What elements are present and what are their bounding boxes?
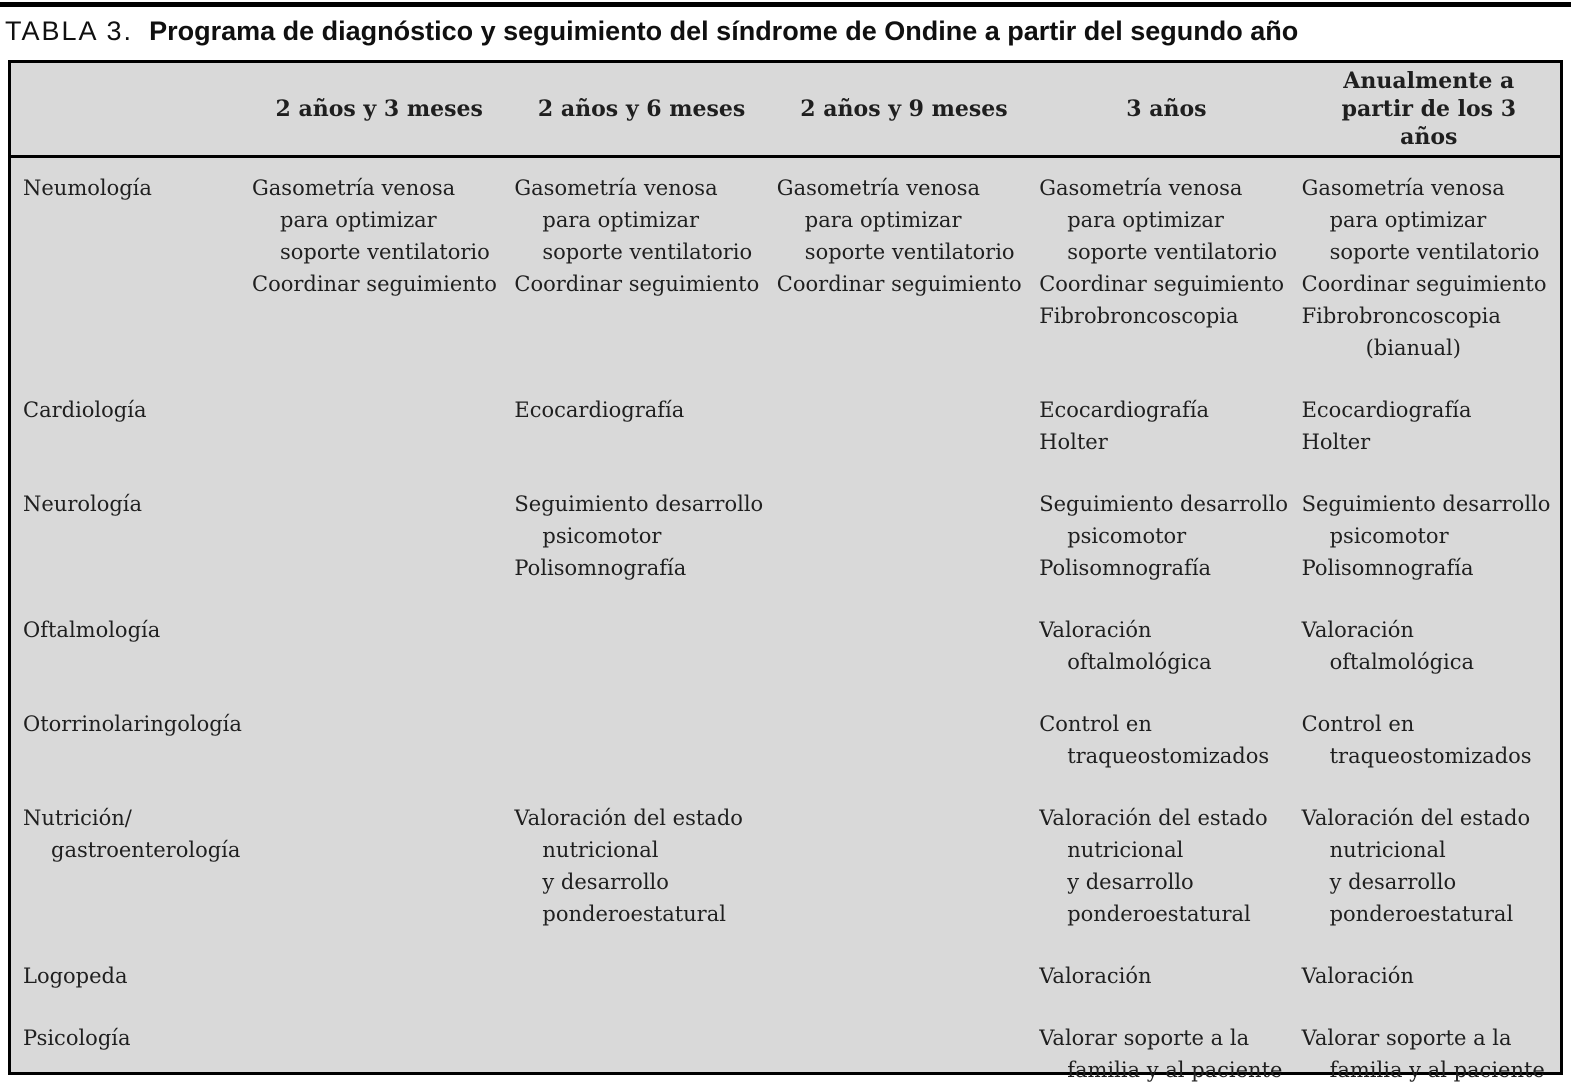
cell-line: para optimizar: [804, 208, 962, 232]
cell-line: ponderoestatural: [542, 902, 726, 926]
table-cell: [1298, 394, 1560, 488]
table-title-label: TABLA 3.: [5, 16, 134, 46]
table-cell: [248, 960, 510, 990]
cell-line: Polisomnografía: [1039, 556, 1212, 580]
row-label-line: Oftalmología: [23, 618, 161, 642]
table-cell: [1035, 708, 1297, 802]
table-cell: [773, 394, 1035, 424]
cell-line: Valoración: [1301, 618, 1414, 642]
cell-line: Coordinar seguimiento: [1301, 272, 1547, 296]
table-cell: [1035, 960, 1297, 1022]
cell-line: para optimizar: [1067, 208, 1224, 232]
row-label-cell: [11, 394, 248, 456]
table-cell: [1035, 1022, 1297, 1092]
table-cell: [1298, 614, 1560, 708]
cell-line: nutricional: [1329, 838, 1446, 862]
table-cell: [1298, 172, 1560, 394]
table-cell: [248, 488, 510, 518]
row-label-line: Logopeda: [23, 964, 128, 988]
row-label-line: Neurología: [23, 492, 143, 516]
table-cell: [1035, 394, 1297, 488]
cell-line: Valorar soporte a la: [1301, 1026, 1512, 1050]
cell-line: (bianual): [1365, 336, 1461, 360]
cell-line: soporte ventilatorio: [280, 240, 490, 264]
cell-line: Polisomnografía: [514, 556, 687, 580]
cell-line: Fibrobroncoscopia: [1039, 304, 1239, 328]
table-title-text: Programa de diagnóstico y seguimiento del síndrome de Ondine a partir del segundo año: [149, 16, 1299, 46]
table-row: [11, 488, 1560, 614]
table-cell: [1298, 960, 1560, 1022]
cell-line: Gasometría venosa: [514, 176, 718, 200]
table-cell: [248, 708, 510, 738]
row-label-cell: [11, 802, 248, 896]
cell-line: psicomotor: [1329, 524, 1449, 548]
cell-line: Holter: [1039, 430, 1108, 454]
cell-line: Ecocardiografía: [1039, 398, 1210, 422]
cell-line: Control en: [1301, 712, 1415, 736]
table-cell: [773, 1022, 1035, 1028]
table-cell: [773, 960, 1035, 990]
cell-line: soporte ventilatorio: [542, 240, 753, 264]
row-label-line: gastroenterología: [51, 838, 241, 862]
cell-line: Coordinar seguimiento: [776, 272, 1022, 296]
cell-line: Valoración del estado: [1301, 806, 1531, 830]
cell-line: ponderoestatural: [1067, 902, 1251, 926]
row-label-line: Nutrición/: [23, 806, 132, 830]
table-row: [11, 708, 1560, 802]
cell-line: ponderoestatural: [1329, 902, 1514, 926]
cell-line: Seguimiento desarrollo: [1039, 492, 1288, 516]
cell-line: Gasometría venosa: [1301, 176, 1505, 200]
table-cell: [248, 172, 510, 330]
table-cell: [248, 802, 510, 832]
cell-line: Polisomnografía: [1301, 556, 1474, 580]
row-label-cell: [11, 708, 248, 770]
table-row: [11, 802, 1560, 960]
table-cell: [1298, 1022, 1560, 1092]
row-label-line: Psicología: [23, 1026, 131, 1050]
row-label-cell: [11, 1022, 248, 1060]
cell-line: soporte ventilatorio: [804, 240, 1015, 264]
table-title: [5, 16, 1565, 47]
cell-line: Coordinar seguimiento: [514, 272, 760, 296]
cell-line: y desarrollo: [1067, 870, 1194, 894]
cell-line: Valoración: [1039, 618, 1152, 642]
table-cell: [510, 802, 772, 960]
table-header-row: [11, 63, 1560, 158]
cell-line: familia y al paciente: [1329, 1058, 1545, 1082]
cell-line: nutricional: [1067, 838, 1184, 862]
row-label-line: Otorrinolaringología: [23, 712, 242, 736]
cell-line: Valoración: [1039, 964, 1152, 988]
row-label-cell: [11, 614, 248, 676]
cell-line: Ecocardiografía: [1301, 398, 1472, 422]
cell-line: Ecocardiografía: [514, 398, 685, 422]
cell-line: Control en: [1039, 712, 1152, 736]
row-label-line: Cardiología: [23, 398, 147, 422]
cell-line: Gasometría venosa: [1039, 176, 1243, 200]
cell-line: familia y al paciente: [1067, 1058, 1283, 1082]
cell-line: psicomotor: [1067, 524, 1187, 548]
cell-line: Valoración del estado: [1039, 806, 1268, 830]
table-cell: [510, 708, 772, 738]
cell-line: Valorar soporte a la: [1039, 1026, 1250, 1050]
cell-line: para optimizar: [542, 208, 700, 232]
table-header-cell-empty: [11, 105, 248, 113]
cell-line: Valoración del estado: [514, 806, 743, 830]
table-row: [11, 394, 1560, 488]
table-row: [11, 960, 1560, 1022]
table-cell: [773, 802, 1035, 832]
table-cell: [248, 1022, 510, 1028]
cell-line: traqueostomizados: [1067, 744, 1270, 768]
cell-line: Gasometría venosa: [776, 176, 980, 200]
table-cell: [510, 614, 772, 644]
table-cell: [773, 614, 1035, 644]
table-cell: [1035, 172, 1297, 362]
row-label-cell: [11, 960, 248, 1022]
diagnostics-table: [8, 60, 1563, 1082]
table-body: [11, 158, 1560, 1092]
cell-line: soporte ventilatorio: [1329, 240, 1540, 264]
row-label-cell: [11, 172, 248, 234]
cell-line: para optimizar: [1329, 208, 1487, 232]
cell-line: Fibrobroncoscopia: [1301, 304, 1501, 328]
table-cell: [510, 960, 772, 990]
table-header-cell-2a6m: 2 años y 6 meses: [537, 96, 746, 122]
top-rule: [0, 2, 1571, 7]
table-cell: [510, 488, 772, 614]
cell-line: oftalmológica: [1067, 650, 1212, 674]
table-cell: [773, 708, 1035, 738]
table-cell: [248, 614, 510, 644]
cell-line: psicomotor: [542, 524, 662, 548]
cell-line: para optimizar: [280, 208, 437, 232]
cell-line: y desarrollo: [542, 870, 669, 894]
cell-line: y desarrollo: [1329, 870, 1457, 894]
table-row: [11, 614, 1560, 708]
table-cell: [773, 172, 1035, 330]
cell-line: Seguimiento desarrollo: [514, 492, 764, 516]
table-cell: [1035, 488, 1297, 614]
table-cell: [1298, 708, 1560, 802]
table-cell: [510, 1022, 772, 1028]
table-cell: [773, 488, 1035, 518]
table-header-cell-3a: 3 años: [1126, 96, 1207, 122]
table-cell: [510, 394, 772, 456]
table-cell: [1298, 802, 1560, 960]
cell-line: Valoración: [1301, 964, 1414, 988]
cell-line: Seguimiento desarrollo: [1301, 492, 1551, 516]
table-cell: [248, 394, 510, 424]
row-label-line: Neumología: [23, 176, 152, 200]
cell-line: Coordinar seguimiento: [252, 272, 497, 296]
cell-line: soporte ventilatorio: [1067, 240, 1277, 264]
table-header-cell-anual: Anualmente a partir de los 3 años: [1341, 68, 1516, 150]
table-cell: [1298, 488, 1560, 614]
table-cell: [1035, 614, 1297, 708]
cell-line: oftalmológica: [1329, 650, 1475, 674]
cell-line: nutricional: [542, 838, 659, 862]
table-row: [11, 172, 1560, 394]
cell-line: traqueostomizados: [1329, 744, 1532, 768]
cell-line: Gasometría venosa: [252, 176, 456, 200]
cell-line: Holter: [1301, 430, 1371, 454]
cell-line: Coordinar seguimiento: [1039, 272, 1285, 296]
table-cell: [510, 172, 772, 330]
table-header-cell-2a3m: 2 años y 3 meses: [275, 96, 483, 122]
table-row: [11, 1022, 1560, 1092]
row-label-cell: [11, 488, 248, 550]
table-cell: [1035, 802, 1297, 960]
table-header-cell-2a9m: 2 años y 9 meses: [800, 96, 1008, 122]
